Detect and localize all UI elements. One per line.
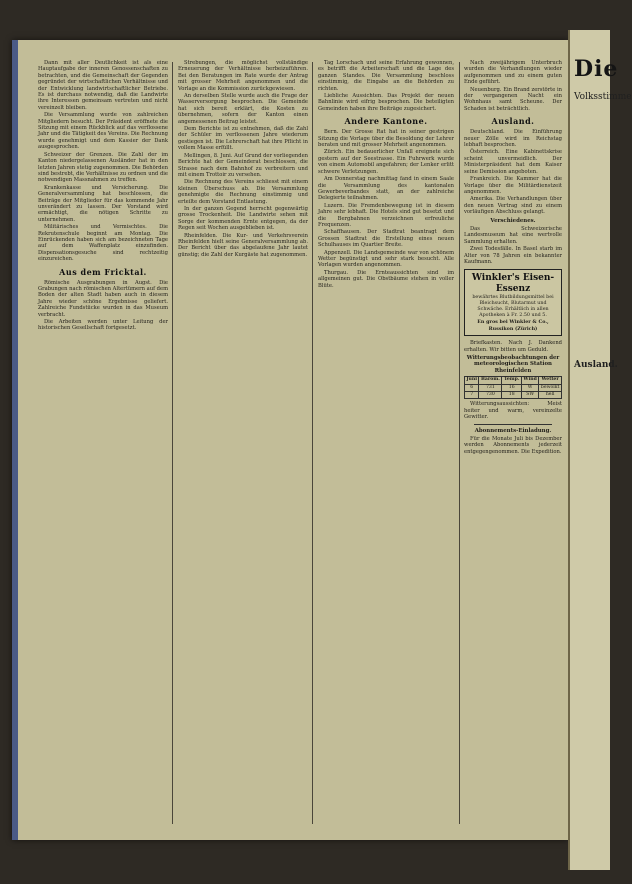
- paragraph: Mellingen, 8. Juni. Auf Grund der vorliegenden Berichte hat der Gemeinderat beschlossen, die Strasse nach dem Bahnhof zu verbreitern und mit einem Trottoir zu versehen.: [178, 152, 308, 178]
- paragraph: Thurgau. Die Ernteaussichten sind im allgemeinen gut. Die Obstbäume stehen in voller Blüte.: [318, 269, 454, 289]
- advertisement-box: [464, 269, 562, 336]
- paragraph: Deutschland. Die Einführung neuer Zölle wird im Reichstag lebhaft besprochen.: [464, 129, 562, 149]
- paragraph: Witterungsaussichten: Meist heiter und warm, vereinzelte Gewitter.: [464, 401, 562, 421]
- paragraph: Krankenkasse und Versicherung. Die Generalversammlung hat beschlossen, die Beiträge der Mitglieder für das kommende Jahr unverändert zu lassen. Der Vorstand wird ermächtigt, die nötigen Schritte zu unternehmen.: [38, 184, 168, 223]
- column-rule: [312, 62, 313, 824]
- paragraph: Strebungen, die möglichst vollständige Erneuerung der Verhältnisse herbeizuführen. Bei den Beratungen im Rate wurde der Antrag mit grosser Mehrheit angenommen und die Vorlage an die Kommission zurückgewiesen.: [178, 60, 308, 92]
- ad-address: En gros bei Winkler & Co., Russikon (Zürich): [477, 319, 549, 332]
- paragraph: Die Arbeiten werden unter Leitung der historischen Gesellschaft fortgesetzt.: [38, 319, 168, 332]
- column-3: [318, 60, 454, 826]
- column-1: [38, 60, 168, 826]
- section-heading: Ausland.: [491, 116, 535, 127]
- paragraph: Militärisches und Vermischtes. Die Rekrutenschule beginnt am Montag. Die Einrückenden haben sich am bezeichneten Tage auf dem Waffenplatz einzufinden. Dispensationsgesuche sind rechtzeitig einzureichen.: [38, 224, 168, 263]
- paragraph: Für die Monate Juli bis Dezember werden Abonnements jederzeit entgegengenommen. Die Expedition.: [464, 436, 562, 455]
- masthead: Die: [574, 56, 619, 82]
- column-4: [464, 60, 562, 826]
- table-row: 6 731 16 W bewölkt: [465, 384, 562, 391]
- section-heading: Aus dem Fricktal.: [59, 266, 147, 277]
- column-2: [178, 60, 308, 826]
- column-rule: [459, 62, 460, 824]
- table-row: 7 730 18 SW hell: [465, 392, 562, 399]
- masthead-subtitle: Volksstimme: [574, 92, 632, 102]
- table-header: Temp.: [502, 377, 522, 384]
- divider: [474, 424, 552, 425]
- paragraph: Amerika. Die Verhandlungen über den neuen Vertrag sind zu einem vorläufigen Abschluss gelangt.: [464, 196, 562, 216]
- paragraph: Österreich. Eine Kabinettskrise scheint unvermeidlich. Der Ministerpräsident hat dem Kaiser seine Demission angeboten.: [464, 149, 562, 175]
- newspaper-page: [12, 40, 568, 840]
- paragraph: Neuenburg. Ein Brand zerstörte in der vergangenen Nacht ein Wohnhaus samt Scheune. Der Schaden ist beträchtlich.: [464, 86, 562, 112]
- column-rule: [172, 62, 173, 824]
- paragraph: Am Donnerstag nachmittag fand in einem Saale die Versammlung des kantonalen Gewerbeverbandes statt, an der zahlreiche Delegierte teilnahmen.: [318, 176, 454, 202]
- weather-table: [464, 376, 562, 399]
- paragraph: Das Schweizerische Landesmuseum hat eine wertvolle Sammlung erhalten.: [464, 225, 562, 245]
- paragraph: Die Versammlung wurde von zahlreichen Mitgliedern besucht. Der Präsident eröffnete die Sitzung mit einem Rückblick auf das verflossene Jahr und die Tätigkeit des Vereins. Die Rechnung wurde genehmigt und dem Kassier der Dank ausgesprochen.: [38, 112, 168, 151]
- table-header: Wetter: [539, 377, 562, 384]
- section-heading: Ausland.: [574, 360, 618, 370]
- paragraph: Tag Lorschach und seine Erfahrung gewonnen, es betrifft die Arbeiterschaft und die Lage des ganzen Standes. Die Versammlung beschloss einstimmig, die Eingabe an die Behörden zu richten.: [318, 60, 454, 92]
- table-header: Juni: [466, 377, 477, 383]
- paragraph: Schweizer der Grenzen. Die Zahl der im Kanton niedergelassenen Ausländer hat in den letzten Jahren stetig zugenommen. Die Behörden sind bestrebt, die Verhältnisse zu ordnen und die notwendigen Massnahmen zu treffen.: [38, 151, 168, 184]
- paragraph: Frankreich. Die Kammer hat die Vorlage über die Militärdienstzeit angenommen.: [464, 176, 562, 195]
- paragraph: Zürich. Ein bedauerlicher Unfall ereignete sich gestern auf der Seestrasse. Ein Fuhrwerk wurde von einem Automobil angefahren; der Lenker erlitt schwere Verletzungen.: [318, 149, 454, 175]
- paragraph: Liebliche Aussichten. Das Projekt der neuen Bahnlinie wird eifrig besprochen. Die beteiligten Gemeinden haben ihre Beiträge zugesichert.: [318, 93, 454, 112]
- weather-heading: Witterungsbeobachtungen der meteorologischen Station Rheinfelden: [466, 355, 560, 374]
- table-header: Barom.: [479, 377, 502, 384]
- table-header: Wind: [523, 377, 537, 383]
- paragraph: Dem Berichte ist zu entnehmen, daß die Zahl der Schüler im verflossenen Jahre wiederum gestiegen ist. Die Lehrerschaft hat ihre Pflicht in vollem Masse erfüllt.: [178, 126, 308, 152]
- paragraph: In der ganzen Gegend herrscht gegenwärtig grosse Trockenheit. Die Landwirte sehen mit Sorge der kommenden Ernte entgegen, da der Regen seit Wochen ausgeblieben ist.: [178, 205, 308, 232]
- paragraph: Briefkasten. Nach J. Dankend erhalten. Wir bitten um Geduld.: [464, 340, 562, 353]
- subscription-heading: Abonnements-Einladung.: [474, 427, 552, 434]
- paragraph: Zwei Todesfälle. In Basel starb im Alter von 78 Jahren ein bekannter Kaufmann.: [464, 246, 562, 265]
- ad-title: Winkler's Eisen-Essenz: [471, 273, 555, 295]
- paragraph: Nach zweijährigem Unterbruch wurden die Verhandlungen wieder aufgenommen und zu einem guten Ende geführt.: [464, 60, 562, 86]
- paragraph: Bern. Der Grosse Rat hat in seiner gestrigen Sitzung die Vorlage über die Besoldung der Lehrer beraten und mit grosser Mehrheit angenommen.: [318, 129, 454, 149]
- paragraph: Luzern. Die Fremdenbewegung ist in diesem Jahre sehr lebhaft. Die Hotels sind gut besetzt und die Bergbahnen verzeichnen erfreuliche Frequenzen.: [318, 202, 454, 228]
- paragraph: An derselben Stelle wurde auch die Frage der Wasserversorgung besprochen. Die Gemeinde hat sich bereit erklärt, die Kosten zu übernehmen, sofern der Kanton einen angemessenen Beitrag leistet.: [178, 93, 308, 125]
- paragraph: Die Rechnung des Vereins schliesst mit einem kleinen Überschuss ab. Die Versammlung genehmigte die Rechnung einstimmig und erteilte dem Vorstand Entlastung.: [178, 179, 308, 205]
- paragraph: Römische Ausgrabungen in Augst. Die Grabungen nach römischen Altertümern auf dem Boden der alten Stadt haben auch in diesem Jahre wieder schöne Ergebnisse geliefert. Zahlreiche Fundstücke wurden in das Museum verbracht.: [38, 279, 168, 318]
- section-heading: Andere Kantone.: [344, 116, 428, 127]
- paragraph: Rheinfelden. Die Kur- und Verkehrsverein Rheinfelden hielt seine Generalversammlung ab. Der Bericht über das abgelaufene Jahr lautet günstig; die Zahl der Kurgäste hat zugenommen.: [178, 232, 308, 258]
- adjacent-page: [568, 30, 632, 870]
- paragraph: Appenzell. Die Landsgemeinde war von schönem Wetter begünstigt und sehr stark besucht. Alle Vorlagen wurden angenommen.: [318, 249, 454, 269]
- paragraph: Dann mit aller Deutlichkeit ist als eine Hauptaufgabe der inneren Genossenschaften zu betrachten, und die Gemeinschaft der Gegenden gegründet der wirtschaftlichen Verhältnisse und der Entwicklung landwirtschaftlicher Betriebe. Es ist durchaus notwendig, daß die Landwirte ihre Interessen gemeinsam vertreten und nicht vereinzelt bleiben.: [38, 60, 168, 111]
- paragraph: Schaffhausen. Der Stadtrat beantragt dem Grossen Stadtrat die Erstellung eines neuen Schulhauses im Quartier Breite.: [318, 229, 454, 249]
- ad-text: bewährtes Blutbildungsmittel bei Bleichsucht, Blutarmut und Schwäche. Erhältlich in allen Apotheken à Fr. 2.50 und 5.: [472, 295, 554, 319]
- sub-heading: Verschiedenes.: [490, 217, 536, 224]
